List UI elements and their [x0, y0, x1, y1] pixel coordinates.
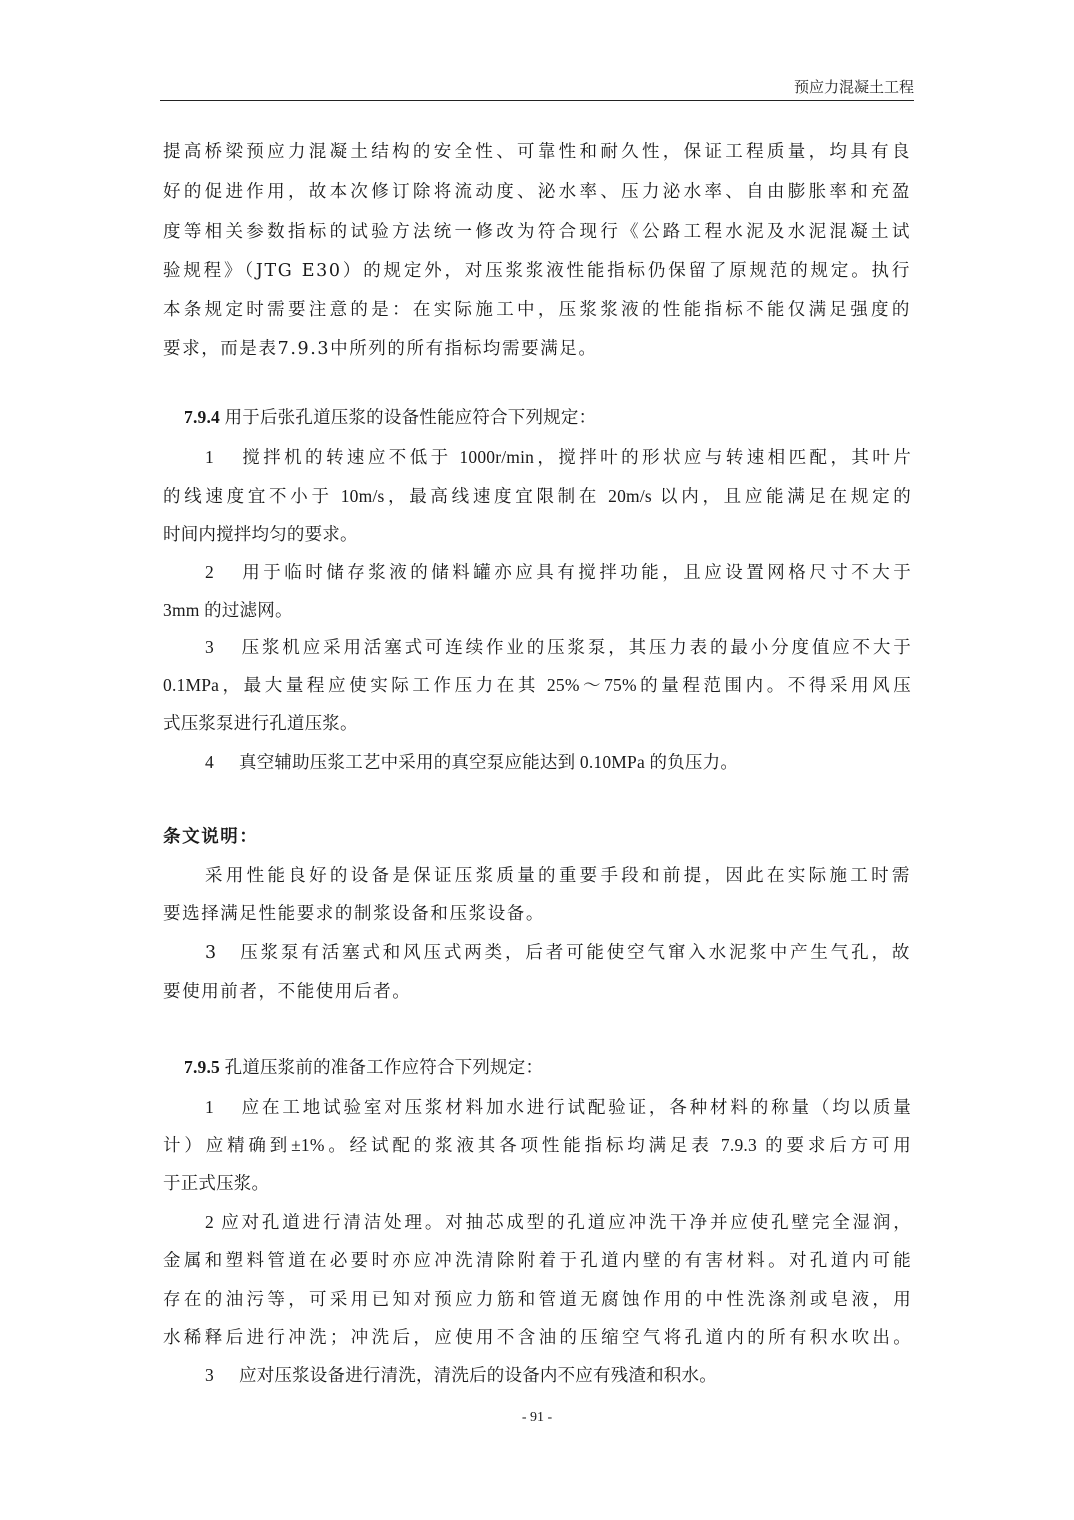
commentary-heading: 条文说明：: [163, 827, 259, 847]
text-line: 压浆机应采用活塞式可连续作业的压浆泵，其压力表的最小分度值应不大于: [239, 637, 911, 657]
text-line: 应对压浆设备进行清洗，清洗后的设备内不应有残渣和积水。: [239, 1365, 717, 1385]
text-line: 金属和塑料管道在必要时亦应冲洗清除附着于孔道内壁的有害材料。对孔道内可能: [163, 1250, 911, 1270]
list-item-2: [205, 560, 911, 584]
text-line: 应对孔道进行清洁处理。对抽芯成型的孔道应冲洗干净并应使孔壁完全湿润，: [221, 1212, 911, 1232]
text-line: 要求，而是表7.9.3中所列的所有指标均需要满足。: [163, 339, 598, 359]
item-number: 2: [205, 1212, 214, 1232]
list-item-1: [205, 1095, 911, 1119]
text-line: 应在工地试验室对压浆材料加水进行试配验证，各种材料的称量（均以质量: [239, 1097, 911, 1117]
section-title: 用于后张孔道压浆的设备性能应符合下列规定：: [224, 407, 597, 427]
text-line: 式压浆泵进行孔道压浆。: [163, 713, 358, 733]
item-number: 4: [205, 752, 214, 772]
text-line: 本条规定时需要注意的是：在实际施工中，压浆浆液的性能指标不能仅满足强度的: [163, 300, 911, 320]
section-number: 7.9.5: [184, 1057, 220, 1077]
item-number: 2: [205, 562, 214, 582]
list-item-3: [205, 635, 911, 659]
text-line: 3mm 的过滤网。: [163, 600, 293, 620]
text-line: 水稀释后进行冲洗；冲洗后，应使用不含油的压缩空气将孔道内的所有积水吹出。: [163, 1327, 911, 1347]
section-heading: [184, 1055, 932, 1079]
list-item-2: [205, 1210, 911, 1234]
header-divider: [160, 100, 914, 101]
text-line: 要使用前者，不能使用后者。: [163, 982, 412, 1002]
section-heading: [184, 405, 932, 429]
item-number: 3: [205, 1365, 214, 1385]
header-title: 预应力混凝土工程: [793, 78, 914, 96]
list-item-4: [205, 750, 911, 774]
text-line: 采用性能良好的设备是保证压浆质量的重要手段和前提，因此在实际施工时需: [205, 866, 911, 886]
item-number: 1: [205, 1097, 214, 1117]
text-line: 压浆泵有活塞式和风压式两类，后者可能使空气窜入水泥浆中产生气孔，故: [239, 943, 911, 963]
item-number: 3: [205, 943, 218, 963]
text-line: 搅拌机的转速应不低于 1000r/min，搅拌叶的形状应与转速相匹配，其叶片: [239, 447, 911, 467]
text-line: 要选择满足性能要求的制浆设备和压浆设备。: [163, 904, 545, 924]
text-line: 提高桥梁预应力混凝土结构的安全性、可靠性和耐久性，保证工程质量，均具有良: [163, 142, 911, 162]
text-line: 用于临时储存浆液的储料罐亦应具有搅拌功能，且应设置网格尺寸不大于: [239, 562, 911, 582]
item-number: 3: [205, 637, 214, 657]
text-line: 于正式压浆。: [163, 1173, 270, 1193]
text-line: 好的促进作用，故本次修订除将流动度、泌水率、压力泌水率、自由膨胀率和充盈: [163, 182, 911, 202]
section-title: 孔道压浆前的准备工作应符合下列规定：: [224, 1057, 544, 1077]
text-line: 0.1MPa，最大量程应使实际工作压力在其 25%～75%的量程范围内。不得采用风压: [163, 675, 911, 695]
text-line: 存在的油污等，可采用已知对预应力筋和管道无腐蚀作用的中性洗涤剂或皂液，用: [163, 1289, 911, 1309]
list-item-1: [205, 445, 911, 469]
list-item-3: [205, 1363, 911, 1387]
text-line: 时间内搅拌均匀的要求。: [163, 524, 358, 544]
text-line: 度等相关参数指标的试验方法统一修改为符合现行《公路工程水泥及水泥混凝土试: [163, 222, 911, 242]
text-line: 真空辅助压浆工艺中采用的真空泵应能达到 0.10MPa 的负压力。: [239, 752, 739, 772]
section-number: 7.9.4: [184, 407, 220, 427]
text-line: 验规程》（JTG E30）的规定外，对压浆浆液性能指标仍保留了原规范的规定。执行: [163, 261, 911, 281]
page-number: - 91 -: [521, 1410, 553, 1425]
text-line: 的线速度宜不小于 10m/s，最高线速度宜限制在 20m/s 以内，且应能满足在规定的: [163, 486, 911, 506]
text-line: 计）应精确到±1%。经试配的浆液其各项性能指标均满足表 7.9.3 的要求后方可用: [163, 1135, 911, 1155]
commentary-item-3: [205, 941, 911, 965]
item-number: 1: [205, 447, 214, 467]
